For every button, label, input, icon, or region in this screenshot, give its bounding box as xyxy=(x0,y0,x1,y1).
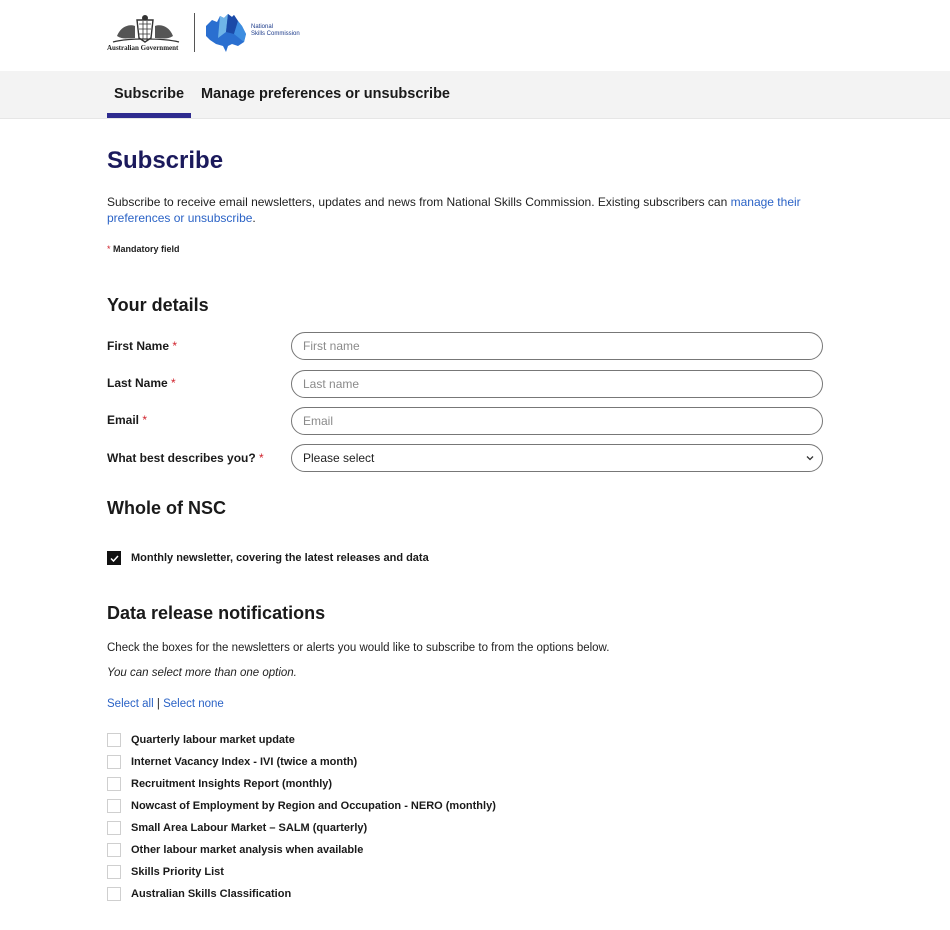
tab-manage-preferences[interactable]: Manage preferences or unsubscribe xyxy=(201,86,450,102)
option-checkbox[interactable] xyxy=(107,843,121,857)
option-checkbox[interactable] xyxy=(107,821,121,835)
option-quarterly-labour-market[interactable] xyxy=(107,732,295,748)
option-australian-skills-classification[interactable] xyxy=(107,886,291,902)
last-name-label xyxy=(107,376,176,390)
last-name-input[interactable] xyxy=(291,370,823,398)
option-checkbox[interactable] xyxy=(107,777,121,791)
first-name-label xyxy=(107,339,177,353)
monthly-newsletter-checkbox[interactable] xyxy=(107,551,121,565)
gov-logo-text: Australian Government xyxy=(107,44,179,52)
nsc-logo[interactable] xyxy=(204,12,314,54)
describes-label xyxy=(107,451,264,465)
nsc-logo-text xyxy=(251,24,300,38)
option-checkbox[interactable] xyxy=(107,799,121,813)
option-label: Nowcast of Employment by Region and Occupation - NERO (monthly) xyxy=(131,800,496,812)
tab-subscribe[interactable]: Subscribe xyxy=(107,71,191,118)
coat-of-arms-icon xyxy=(107,12,187,44)
last-name-label-text: Last Name xyxy=(107,376,168,390)
email-label-text: Email xyxy=(107,413,140,427)
first-name-label-text: First Name xyxy=(107,339,170,353)
australia-map-icon xyxy=(204,12,250,52)
option-nowcast-nero[interactable] xyxy=(107,798,496,814)
data-release-instruction: Check the boxes for the newsletters or alerts you would like to subscribe to from the options below. xyxy=(107,642,610,654)
select-none-link[interactable]: Select none xyxy=(163,698,224,710)
option-label: Australian Skills Classification xyxy=(131,888,292,900)
option-checkbox[interactable] xyxy=(107,865,121,879)
site-header xyxy=(0,0,950,70)
describes-label-text: What best describes you? xyxy=(107,451,256,465)
option-recruitment-insights[interactable] xyxy=(107,776,332,792)
email-input[interactable] xyxy=(291,407,823,435)
required-star: * xyxy=(107,244,111,254)
monthly-newsletter-option[interactable] xyxy=(107,550,429,566)
mandatory-label: Mandatory field xyxy=(113,244,180,254)
first-name-input[interactable] xyxy=(291,332,823,360)
whole-of-nsc-heading: Whole of NSC xyxy=(107,498,226,518)
monthly-newsletter-label: Monthly newsletter, covering the latest releases and data xyxy=(131,552,429,564)
data-release-note: You can select more than one option. xyxy=(107,667,297,679)
intro-text xyxy=(107,195,827,226)
describes-select[interactable] xyxy=(291,444,823,472)
required-star: * xyxy=(172,339,178,353)
option-label: Internet Vacancy Index - IVI (twice a month) xyxy=(131,756,358,768)
option-label: Recruitment Insights Report (monthly) xyxy=(131,778,333,790)
logo-divider xyxy=(194,13,195,52)
option-other-labour-market[interactable] xyxy=(107,842,363,858)
nsc-logo-line1: National xyxy=(251,24,274,30)
page-title: Subscribe xyxy=(107,147,224,174)
option-label: Skills Priority List xyxy=(131,866,224,878)
data-release-heading: Data release notifications xyxy=(107,603,326,623)
option-skills-priority-list[interactable] xyxy=(107,864,224,880)
email-label xyxy=(107,413,147,427)
option-checkbox[interactable] xyxy=(107,733,121,747)
option-internet-vacancy-index[interactable] xyxy=(107,754,357,770)
option-small-area-labour-market[interactable] xyxy=(107,820,367,836)
option-checkbox[interactable] xyxy=(107,887,121,901)
required-star: * xyxy=(171,376,176,390)
chevron-down-icon xyxy=(806,454,814,462)
australian-government-logo[interactable] xyxy=(107,12,187,54)
mandatory-field-note xyxy=(107,244,180,254)
option-label: Small Area Labour Market – SALM (quarterly) xyxy=(131,822,368,834)
select-all-link[interactable]: Select all xyxy=(107,698,154,710)
intro-end: . xyxy=(252,210,256,225)
required-star: * xyxy=(142,413,148,427)
nsc-logo-line2: Skills Commission xyxy=(251,31,300,37)
option-label: Quarterly labour market update xyxy=(131,734,295,746)
select-separator: | xyxy=(156,698,160,710)
manage-preferences-link[interactable]: manage their preferences or unsubscribe xyxy=(107,195,801,225)
tab-bar xyxy=(0,71,950,119)
select-links xyxy=(107,698,224,710)
checkmark-icon xyxy=(110,555,119,562)
required-star: * xyxy=(259,451,264,465)
intro-body: Subscribe to receive email newsletters, updates and news from National Skills Commission. Existing subscribers can xyxy=(107,195,731,209)
option-checkbox[interactable] xyxy=(107,755,121,769)
describes-selected-value: Please select xyxy=(303,451,375,465)
option-label: Other labour market analysis when available xyxy=(131,844,364,856)
your-details-heading: Your details xyxy=(107,295,209,315)
